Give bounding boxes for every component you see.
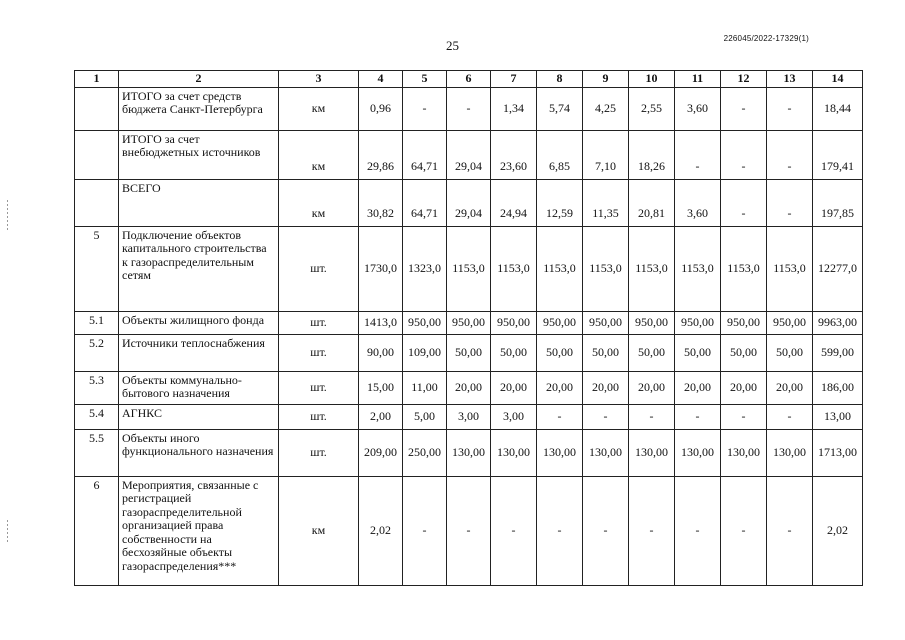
- value-cell: 20,00: [629, 372, 675, 405]
- value-cell: 2,02: [359, 477, 403, 586]
- value-cell: -: [583, 477, 629, 586]
- value-cell: 50,00: [491, 335, 537, 372]
- value-cell: 1153,0: [537, 227, 583, 312]
- value-cell: 20,00: [721, 372, 767, 405]
- value-cell: 179,41: [813, 131, 863, 180]
- scan-margin-mark: [7, 520, 8, 544]
- value-cell: 11,00: [403, 372, 447, 405]
- row-name: Источники теплоснабжения: [119, 335, 279, 372]
- value-cell: -: [721, 405, 767, 430]
- row-number: 5.2: [75, 335, 119, 372]
- value-cell: 29,86: [359, 131, 403, 180]
- row-name: Объекты коммунально-бытового назначения: [119, 372, 279, 405]
- value-cell: -: [721, 180, 767, 227]
- value-cell: 1713,00: [813, 430, 863, 477]
- header-cell: 11: [675, 71, 721, 88]
- header-cell: 14: [813, 71, 863, 88]
- value-cell: 1730,0: [359, 227, 403, 312]
- value-cell: 197,85: [813, 180, 863, 227]
- value-cell: 209,00: [359, 430, 403, 477]
- row-name: ИТОГО за счет внебюджетных источников: [119, 131, 279, 180]
- value-cell: -: [537, 477, 583, 586]
- value-cell: 30,82: [359, 180, 403, 227]
- header-cell: 7: [491, 71, 537, 88]
- value-cell: 29,04: [447, 131, 491, 180]
- value-cell: 1153,0: [447, 227, 491, 312]
- row-number: 5.3: [75, 372, 119, 405]
- value-cell: -: [675, 131, 721, 180]
- value-cell: 18,26: [629, 131, 675, 180]
- value-cell: 20,81: [629, 180, 675, 227]
- header-cell: 9: [583, 71, 629, 88]
- value-cell: 12,59: [537, 180, 583, 227]
- value-cell: 109,00: [403, 335, 447, 372]
- value-cell: 130,00: [491, 430, 537, 477]
- value-cell: 50,00: [767, 335, 813, 372]
- value-cell: 64,71: [403, 131, 447, 180]
- header-cell: 2: [119, 71, 279, 88]
- header-cell: 1: [75, 71, 119, 88]
- value-cell: 130,00: [721, 430, 767, 477]
- value-cell: -: [767, 131, 813, 180]
- value-cell: -: [767, 88, 813, 131]
- value-cell: -: [721, 477, 767, 586]
- value-cell: 950,00: [629, 312, 675, 335]
- row-name: Объекты жилищного фонда: [119, 312, 279, 335]
- value-cell: 90,00: [359, 335, 403, 372]
- value-cell: 20,00: [767, 372, 813, 405]
- value-cell: 950,00: [583, 312, 629, 335]
- value-cell: 20,00: [583, 372, 629, 405]
- table-row: [75, 312, 863, 335]
- row-name: АГНКС: [119, 405, 279, 430]
- value-cell: 1413,0: [359, 312, 403, 335]
- value-cell: 12277,0: [813, 227, 863, 312]
- value-cell: 24,94: [491, 180, 537, 227]
- row-number: 5.4: [75, 405, 119, 430]
- row-name: Объекты иного функционального назначения: [119, 430, 279, 477]
- value-cell: 599,00: [813, 335, 863, 372]
- row-name: ИТОГО за счет средств бюджета Санкт-Петербурга: [119, 88, 279, 131]
- table-row: [75, 477, 863, 586]
- value-cell: 130,00: [583, 430, 629, 477]
- value-cell: 50,00: [447, 335, 491, 372]
- value-cell: -: [767, 180, 813, 227]
- value-cell: 20,00: [491, 372, 537, 405]
- row-name: ВСЕГО: [119, 180, 279, 227]
- value-cell: -: [491, 477, 537, 586]
- value-cell: 130,00: [447, 430, 491, 477]
- value-cell: -: [721, 88, 767, 131]
- table-row: [75, 405, 863, 430]
- value-cell: 1153,0: [721, 227, 767, 312]
- value-cell: 950,00: [447, 312, 491, 335]
- table-row: [75, 88, 863, 131]
- value-cell: 950,00: [767, 312, 813, 335]
- row-number: 5: [75, 227, 119, 312]
- value-cell: 950,00: [721, 312, 767, 335]
- value-cell: 15,00: [359, 372, 403, 405]
- value-cell: 2,02: [813, 477, 863, 586]
- row-unit: км: [279, 131, 359, 180]
- value-cell: 29,04: [447, 180, 491, 227]
- value-cell: -: [721, 131, 767, 180]
- row-unit: шт.: [279, 312, 359, 335]
- header-cell: 10: [629, 71, 675, 88]
- header-cell: 6: [447, 71, 491, 88]
- value-cell: 6,85: [537, 131, 583, 180]
- value-cell: 950,00: [675, 312, 721, 335]
- value-cell: 1,34: [491, 88, 537, 131]
- row-unit: км: [279, 180, 359, 227]
- table-row: [75, 430, 863, 477]
- value-cell: 50,00: [675, 335, 721, 372]
- value-cell: -: [403, 88, 447, 131]
- data-table: [74, 70, 863, 586]
- value-cell: 2,55: [629, 88, 675, 131]
- value-cell: 3,60: [675, 88, 721, 131]
- value-cell: -: [675, 477, 721, 586]
- value-cell: 3,00: [447, 405, 491, 430]
- value-cell: 3,60: [675, 180, 721, 227]
- page-number: 25: [446, 38, 459, 53]
- value-cell: 7,10: [583, 131, 629, 180]
- row-unit: шт.: [279, 335, 359, 372]
- value-cell: 1153,0: [583, 227, 629, 312]
- document-code: 226045/2022-17329(1): [723, 34, 809, 43]
- value-cell: 950,00: [403, 312, 447, 335]
- table-row: [75, 227, 863, 312]
- value-cell: -: [447, 88, 491, 131]
- row-number: 5.1: [75, 312, 119, 335]
- value-cell: 1153,0: [629, 227, 675, 312]
- value-cell: -: [537, 405, 583, 430]
- value-cell: -: [767, 477, 813, 586]
- header-cell: 12: [721, 71, 767, 88]
- header-cell: 4: [359, 71, 403, 88]
- row-unit: км: [279, 477, 359, 586]
- table-row: [75, 180, 863, 227]
- row-unit: шт.: [279, 405, 359, 430]
- value-cell: 130,00: [629, 430, 675, 477]
- row-name: Подключение объектов капитального строительства к газораспределительным сетям: [119, 227, 279, 312]
- value-cell: 50,00: [629, 335, 675, 372]
- value-cell: 950,00: [491, 312, 537, 335]
- value-cell: 1323,0: [403, 227, 447, 312]
- value-cell: 2,00: [359, 405, 403, 430]
- row-unit: шт.: [279, 430, 359, 477]
- value-cell: 0,96: [359, 88, 403, 131]
- row-unit: шт.: [279, 372, 359, 405]
- row-number: [75, 131, 119, 180]
- table-row: [75, 372, 863, 405]
- value-cell: 950,00: [537, 312, 583, 335]
- value-cell: 23,60: [491, 131, 537, 180]
- table-header-row: [75, 71, 863, 88]
- value-cell: 1153,0: [767, 227, 813, 312]
- value-cell: -: [403, 477, 447, 586]
- value-cell: 5,00: [403, 405, 447, 430]
- value-cell: 50,00: [583, 335, 629, 372]
- row-number: [75, 88, 119, 131]
- value-cell: -: [583, 405, 629, 430]
- table-row: [75, 335, 863, 372]
- value-cell: 13,00: [813, 405, 863, 430]
- value-cell: 130,00: [537, 430, 583, 477]
- value-cell: 9963,00: [813, 312, 863, 335]
- row-unit: шт.: [279, 227, 359, 312]
- value-cell: 64,71: [403, 180, 447, 227]
- value-cell: 5,74: [537, 88, 583, 131]
- value-cell: -: [629, 405, 675, 430]
- header-cell: 13: [767, 71, 813, 88]
- value-cell: 50,00: [721, 335, 767, 372]
- value-cell: 1153,0: [675, 227, 721, 312]
- table-row: [75, 131, 863, 180]
- value-cell: 18,44: [813, 88, 863, 131]
- value-cell: 186,00: [813, 372, 863, 405]
- row-number: [75, 180, 119, 227]
- value-cell: 130,00: [767, 430, 813, 477]
- value-cell: 3,00: [491, 405, 537, 430]
- header-cell: 5: [403, 71, 447, 88]
- row-name: Мероприятия, связанные с регистрацией газораспределительной организацией права собственности на бесхозяйные объекты газораспределения***: [119, 477, 279, 586]
- row-number: 5.5: [75, 430, 119, 477]
- header-cell: 8: [537, 71, 583, 88]
- value-cell: 20,00: [537, 372, 583, 405]
- value-cell: -: [767, 405, 813, 430]
- value-cell: -: [629, 477, 675, 586]
- row-unit: км: [279, 88, 359, 131]
- value-cell: -: [447, 477, 491, 586]
- value-cell: 11,35: [583, 180, 629, 227]
- value-cell: 1153,0: [491, 227, 537, 312]
- scan-margin-mark: [7, 200, 8, 230]
- value-cell: 50,00: [537, 335, 583, 372]
- header-cell: 3: [279, 71, 359, 88]
- value-cell: -: [675, 405, 721, 430]
- value-cell: 130,00: [675, 430, 721, 477]
- value-cell: 250,00: [403, 430, 447, 477]
- value-cell: 4,25: [583, 88, 629, 131]
- row-number: 6: [75, 477, 119, 586]
- value-cell: 20,00: [447, 372, 491, 405]
- value-cell: 20,00: [675, 372, 721, 405]
